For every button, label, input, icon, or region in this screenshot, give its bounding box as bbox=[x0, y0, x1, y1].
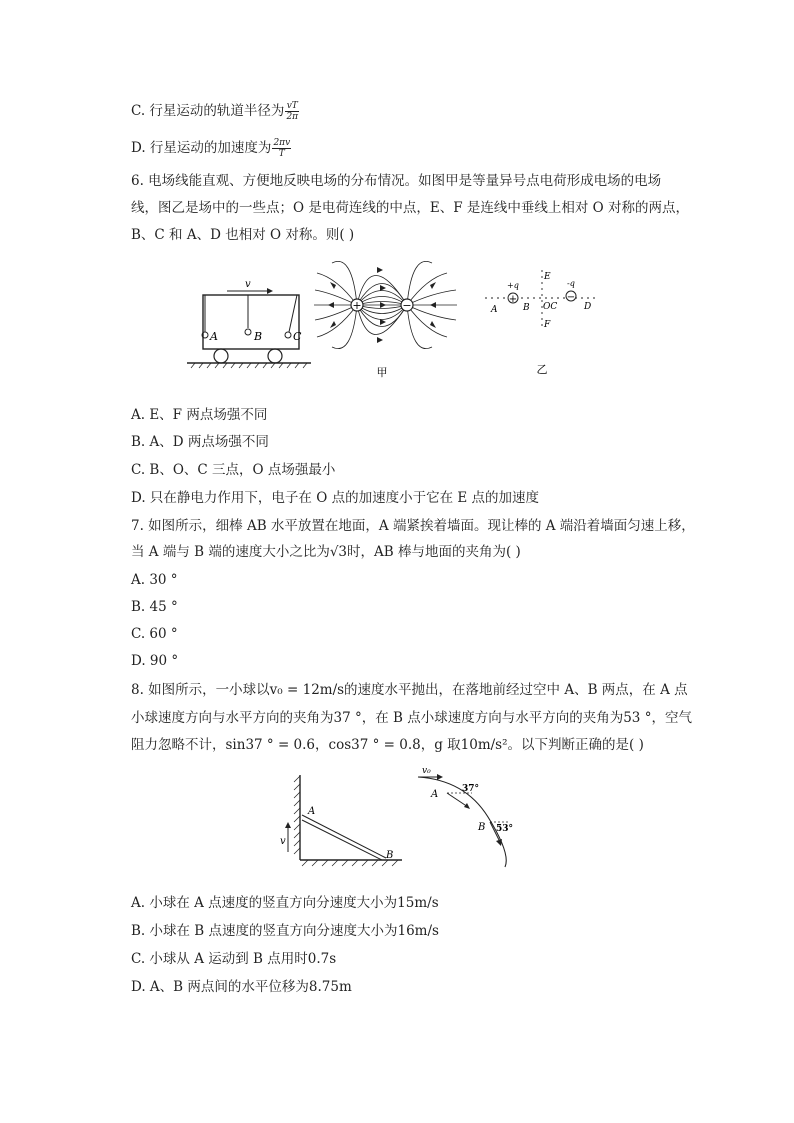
q6-option-b: B. A、D 两点场强不同 bbox=[131, 434, 269, 450]
positive-charge-sign: + bbox=[352, 299, 362, 312]
point-b-velocity-arrowhead bbox=[496, 839, 502, 846]
q8-option-d: D. A、B 两点间的水平位移为8.75m bbox=[131, 979, 352, 995]
q6-option-c: C. B、O、C 三点，O 点场强最小 bbox=[131, 462, 336, 478]
minus-q-label: -q bbox=[567, 279, 575, 288]
q5-option-d bbox=[131, 138, 291, 159]
pendulum-c-string bbox=[289, 295, 297, 332]
point-b-label: B bbox=[478, 822, 486, 833]
q8-option-b: B. 小球在 B 点速度的竖直方向分速度大小为16m/s bbox=[131, 923, 439, 939]
cart-wheel-right bbox=[268, 349, 282, 363]
initial-velocity-label: v₀ bbox=[422, 766, 431, 776]
q6-stem-line-2: 线，图乙是场中的一些点；O 是电荷连线的中点，E、F 是连线中垂线上相对 O 对称的两点， bbox=[131, 200, 690, 216]
q5-option-d-fraction: $\frac{2\pi v}{T}$ bbox=[273, 138, 291, 159]
q6-stem-line-1: 6. 电场线能直观、方便地反映电场的分布情况。如图甲是等量异号点电荷形成电场的电场 bbox=[131, 173, 662, 189]
rod-ab-lower bbox=[302, 820, 382, 860]
q5-option-d-text: D. 行星运动的加速度为 bbox=[131, 140, 272, 156]
cart-ground-hatch bbox=[191, 363, 307, 368]
dipole-field-figure bbox=[312, 258, 462, 378]
pendulum-b-ball bbox=[245, 329, 251, 335]
minus-q-sign: − bbox=[566, 292, 576, 303]
ground-hatch bbox=[302, 860, 398, 866]
rod-end-a-label: A bbox=[308, 806, 316, 817]
figure-jia-label: 甲 bbox=[376, 366, 388, 378]
point-a-velocity-arrow bbox=[447, 793, 468, 807]
q7-option-a: A. 30 ° bbox=[131, 572, 178, 588]
q6-stem-line-3: B、C 和 A、D 也相对 O 对称。则( ) bbox=[131, 227, 355, 243]
angle-53-label: 53° bbox=[496, 824, 514, 834]
pendulum-a-label: A bbox=[210, 330, 218, 343]
wall-hatch bbox=[294, 776, 300, 854]
q8-stem-line-1: 8. 如图所示，一小球以v₀ = 12m/s的速度水平抛出，在落地前经过空中 A、B 两点，在 A 点 bbox=[131, 682, 688, 698]
rod-end-b-label: B bbox=[386, 850, 394, 861]
q5-option-c-text: C. 行星运动的轨道半径为 bbox=[131, 103, 285, 119]
cart-figure bbox=[185, 270, 315, 380]
point-oc-label: OC bbox=[543, 302, 558, 312]
point-a-velocity-arrowhead bbox=[464, 803, 470, 809]
point-a-label: A bbox=[431, 789, 439, 800]
q7-stem-line-1: 7. 如图所示，细棒 AB 水平放置在地面，A 端紧挨着墙面。现让棒的 A 端沿着墙面匀速上移， bbox=[131, 518, 695, 534]
q6-option-a: A. E、F 两点场强不同 bbox=[131, 407, 268, 423]
q5-option-c-fraction: $\frac{vT}{2\pi}$ bbox=[286, 101, 299, 122]
q7-option-c: C. 60 ° bbox=[131, 626, 178, 642]
point-e-label: E bbox=[544, 272, 551, 282]
q6-option-d: D. 只在静电力作用下，电子在 O 点的加速度小于它在 E 点的加速度 bbox=[131, 490, 540, 506]
cart-velocity-label: v bbox=[245, 279, 251, 290]
dashed-axis-line bbox=[485, 270, 595, 330]
q8-option-a: A. 小球在 A 点速度的竖直方向分速度大小为15m/s bbox=[131, 895, 439, 911]
q8-stem-line-2: 小球速度方向与水平方向的夹角为37 °，在 B 点小球速度方向与水平方向的夹角为53 °，空气 bbox=[131, 710, 692, 726]
initial-velocity-arrowhead bbox=[437, 774, 443, 780]
point-b-label: B bbox=[523, 303, 530, 313]
figure-yi-label: 乙 bbox=[536, 363, 548, 376]
q8-option-c: C. 小球从 A 运动到 B 点用时0.7s bbox=[131, 951, 337, 967]
cart-velocity-arrowhead bbox=[267, 288, 273, 294]
q7-option-b: B. 45 ° bbox=[131, 599, 178, 615]
rod-wall-figure bbox=[278, 772, 408, 868]
pendulum-c-ball bbox=[285, 332, 291, 338]
plus-q-sign: + bbox=[508, 294, 518, 305]
negative-charge-sign: − bbox=[402, 299, 412, 312]
point-a-label: A bbox=[491, 305, 498, 315]
angle-37-label: 37° bbox=[462, 784, 480, 794]
q8-stem-line-3: 阻力忽略不计，sin37 ° = 0.6，cos37 ° = 0.8，g 取10m/s²。以下判断正确的是( ) bbox=[131, 737, 644, 753]
plus-q-label: +q bbox=[507, 281, 519, 290]
rod-ab-upper bbox=[302, 815, 386, 858]
pendulum-c-label: C bbox=[293, 330, 302, 343]
velocity-arrowhead bbox=[285, 822, 291, 828]
projectile-figure bbox=[410, 762, 525, 872]
cart-wheel-left bbox=[214, 349, 228, 363]
point-d-label: D bbox=[584, 302, 592, 312]
q7-stem-line-2: 当 A 端与 B 端的速度大小之比为√3时，AB 棒与地面的夹角为( ) bbox=[131, 544, 521, 560]
pendulum-b-label: B bbox=[254, 330, 263, 343]
point-f-label: F bbox=[544, 320, 551, 330]
q5-option-c bbox=[131, 101, 299, 122]
points-figure bbox=[480, 265, 600, 377]
velocity-label: v bbox=[280, 836, 286, 847]
q7-option-d: D. 90 ° bbox=[131, 653, 179, 669]
